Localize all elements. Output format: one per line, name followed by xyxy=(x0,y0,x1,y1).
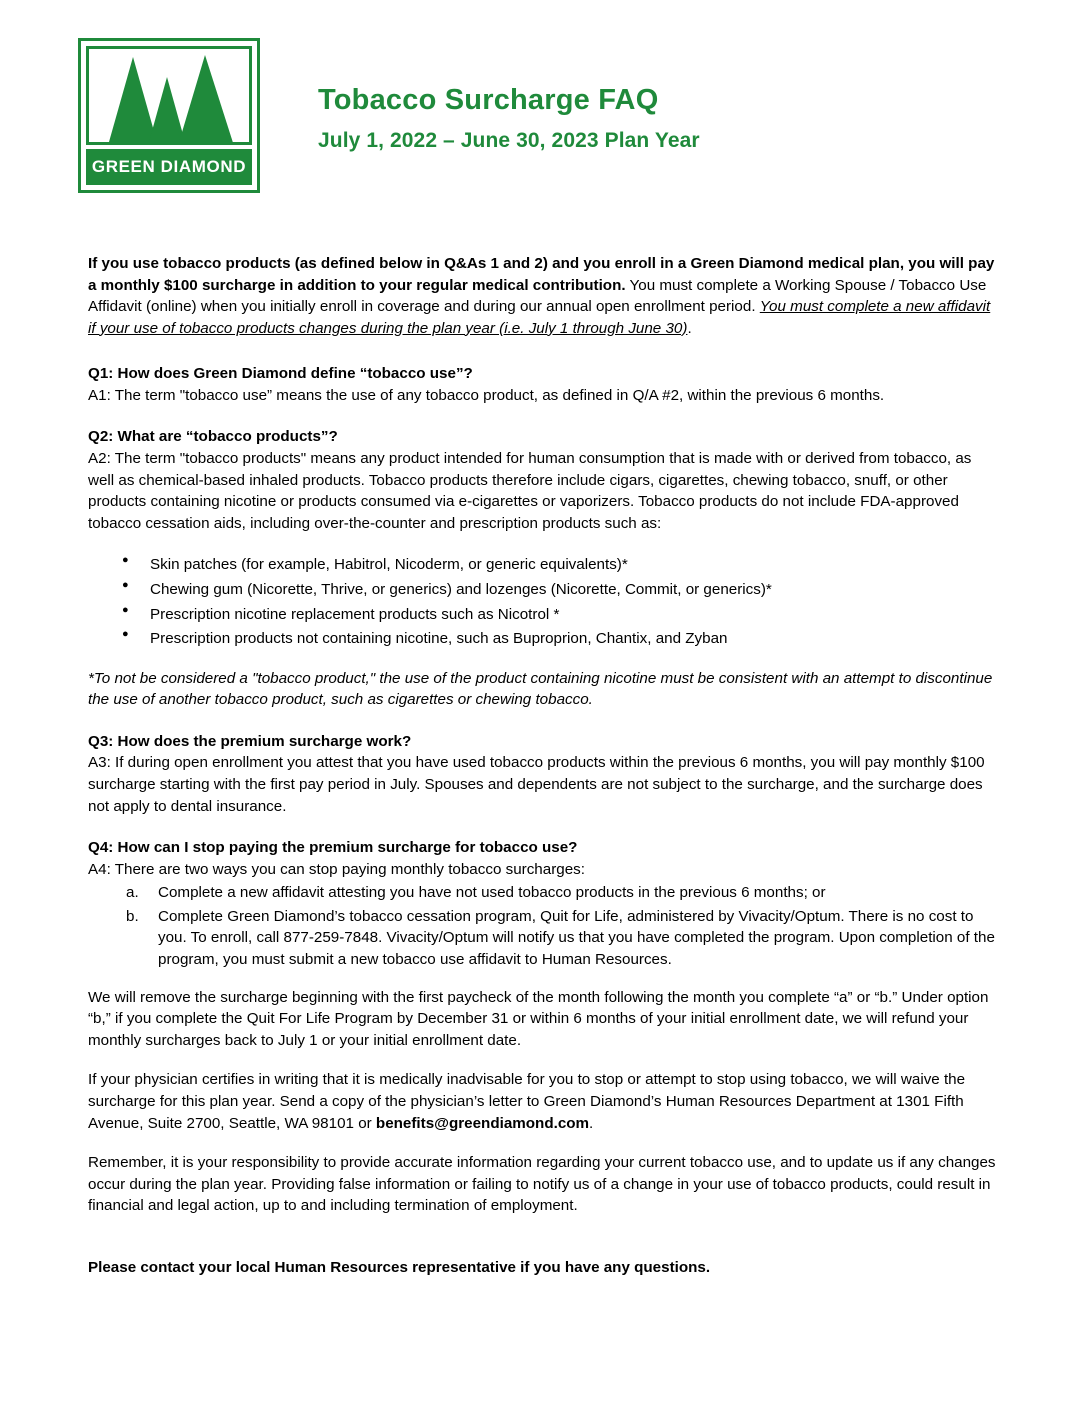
qa-item-3 xyxy=(88,731,1000,817)
qa-item-2 xyxy=(88,426,1000,534)
question-1: Q1: How does Green Diamond define “tobacco use”? xyxy=(88,365,473,383)
green-diamond-logo xyxy=(78,38,260,193)
intro-underlined: You must complete a new affidavit if your use of tobacco products changes during the plan year (i.e. July 1 through June 30) xyxy=(88,298,991,337)
intro-bold: If you use tobacco products (as defined below in Q&As 1 and 2) and you enroll in a Green Diamond medical plan, you will pay a monthly $100 surcharge in addition to your regular medical contribution. xyxy=(88,255,995,294)
list-item: ● Prescription nicotine replacement products such as Nicotrol * xyxy=(150,604,1000,626)
question-3: Q3: How does the premium surcharge work? xyxy=(88,732,412,750)
logo-brand-text: GREEN DIAMOND xyxy=(91,157,247,176)
document-header xyxy=(0,0,1088,193)
intro-plain: You must complete a Working Spouse / Tobacco Use Affidavit (online) when you initially enroll in coverage and during our annual open enrollment period. xyxy=(88,276,987,316)
list-item: Complete a new affidavit attesting you have not used tobacco products in the previous 6 months; or xyxy=(158,884,826,902)
qa-item-1 xyxy=(88,363,1000,406)
logo-emblem xyxy=(86,46,252,145)
footnote-text: *To not be considered a "tobacco product," the use of the product containing nicotine must be consistent with an attempt to discontinue the use of another tobacco product, such as cigarettes or chewing tobacco. xyxy=(88,669,993,709)
waiver-lead-text: If your physician certifies in writing that it is medically inadvisable for you to stop or attempt to stop using tobacco, we will waive the surcharge for this plan year. Send a copy of the physician’s letter to Green Diamond’s Human Resources Department at 1301 Fifth Avenue, Suite 2700, Seattle, WA 98101 or xyxy=(88,1071,966,1132)
question-2: Q2: What are “tobacco products”? xyxy=(88,428,338,446)
cessation-aids-list xyxy=(88,554,1000,649)
closing-paragraph: Please contact your local Human Resources representative if you have any questions. xyxy=(88,1258,711,1276)
answer-1: A1: The term "tobacco use” means the use of any tobacco product, as defined in Q/A #2, within the previous 6 months. xyxy=(88,386,885,404)
list-item: ● Prescription products not containing nicotine, such as Buproprion, Chantix, and Zyban xyxy=(150,628,1000,650)
logo-brand-band xyxy=(86,149,252,185)
document-body xyxy=(0,193,1088,1278)
question-4: Q4: How can I stop paying the premium surcharge for tobacco use? xyxy=(88,839,578,857)
answer-2: A2: The term "tobacco products" means any product intended for human consumption that is made with or derived from tobacco, as well as chemical-based inhaled products. Tobacco products therefore include cigars, cigarettes, chewing tobacco, snuff, or other products containing nicotine or products consumed via e-cigarettes or vaporizers. Tobacco products do not include FDA-approved tobacco cessation aids, including over-the-counter and prescription products such as: xyxy=(88,450,972,532)
waiver-tail-text: . xyxy=(589,1114,594,1132)
benefits-email-link[interactable]: benefits@greendiamond.com xyxy=(375,1114,590,1132)
answer-4: A4: There are two ways you can stop paying monthly tobacco surcharges: xyxy=(88,860,585,878)
responsibility-paragraph: Remember, it is your responsibility to provide accurate information regarding your current tobacco use, and to update us if any changes occur during the plan year. Providing false information or failing to notify us of a change in your use of tobacco products, could result in financial and legal action, up to and including termination of employment. xyxy=(88,1154,996,1215)
list-item: ● Chewing gum (Nicorette, Thrive, or generics) and lozenges (Nicorette, Commit, or generics)* xyxy=(150,579,1000,601)
surcharge-removal-paragraph: We will remove the surcharge beginning with the first paycheck of the month following the month you complete “a” or “b.” Under option “b,” if you complete the Quit For Life Program by December 31 or within 6 months of your initial enrollment date, we will refund your monthly surcharges back to July 1 or your initial enrollment date. xyxy=(88,988,989,1049)
physician-waiver-paragraph xyxy=(88,1069,1000,1134)
title-block xyxy=(318,38,700,153)
page-title: Tobacco Surcharge FAQ xyxy=(318,84,659,116)
intro-paragraph xyxy=(88,253,1000,339)
answer-3: A3: If during open enrollment you attest that you have used tobacco products within the previous 6 months, you will pay monthly $100 surcharge starting with the first pay period in July. Spouses and dependents are not subject to the surcharge, and the surcharge does not apply to dental insurance. xyxy=(88,754,985,815)
intro-tail: . xyxy=(687,319,692,337)
list-item: ● Skin patches (for example, Habitrol, Nicoderm, or generic equivalents)* xyxy=(150,554,1000,576)
evergreen-trees-icon xyxy=(89,49,249,145)
qa-item-4 xyxy=(88,837,1000,970)
page-subtitle: July 1, 2022 – June 30, 2023 Plan Year xyxy=(318,129,700,153)
q4-options-list xyxy=(88,882,1000,970)
list-item: Complete Green Diamond’s tobacco cessation program, Quit for Life, administered by Vivacity/Optum. There is no cost to you. To enroll, call 877-259-7848. Vivacity/Optum will notify us that you have completed the program. Upon completion of the program, you must submit a new tobacco use affidavit to Human Resources. xyxy=(158,907,995,969)
